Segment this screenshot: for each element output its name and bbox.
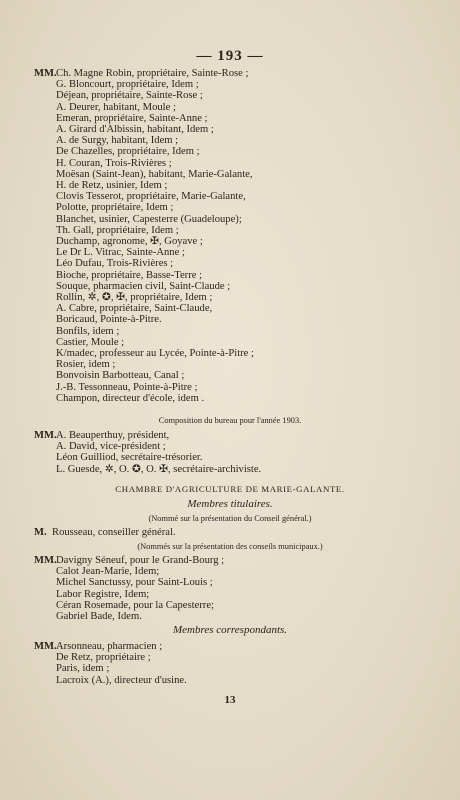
bureau-entries bbox=[56, 430, 444, 475]
nomme-general-note: (Nommé sur la présentation du Conseil général.) bbox=[148, 514, 312, 523]
member-entry: Gabriel Bade, Idem. bbox=[56, 611, 142, 623]
member-entry: A. David, vice-président ; bbox=[56, 441, 166, 453]
nommes-municipaux-note: (Nommés sur la présentation des conseils municipaux.) bbox=[137, 542, 323, 551]
member-entry: Arsonneau, pharmacien ; bbox=[56, 641, 163, 652]
general-council-member bbox=[34, 527, 444, 538]
member-entry: A. Cabre, propriétaire, Saint-Claude, bbox=[56, 303, 213, 315]
member-entry: Souque, pharmacien civil, Saint-Claude ; bbox=[56, 280, 231, 292]
member-entry: Champon, directeur d'école, idem . bbox=[56, 392, 205, 404]
honorific-prefix: MM. bbox=[34, 641, 57, 652]
member-entry: Moësan (Saint-Jean), habitant, Marie-Galante, bbox=[56, 168, 253, 180]
member-entry: L. Guesde, ✲, O. ✪, O. ✠, secrétaire-archiviste. bbox=[56, 463, 262, 475]
member-entry: Labor Registre, Idem; bbox=[56, 588, 150, 600]
member-entry: Lacroix (A.), directeur d'usine. bbox=[56, 674, 187, 686]
member-entry: Boricaud, Pointe-à-Pitre. bbox=[56, 314, 162, 326]
member-entry: Rosier, idem ; bbox=[56, 359, 116, 371]
honorific-prefix: MM. bbox=[34, 430, 57, 441]
honorific-prefix: MM. bbox=[34, 555, 57, 566]
member-entry: Céran Rosemade, pour la Capesterre; bbox=[56, 599, 214, 611]
member-entry: Déjean, propriétaire, Sainte-Rose ; bbox=[56, 90, 203, 102]
member-entry: Polotte, propriétaire, Idem ; bbox=[56, 202, 174, 214]
page-number: — 193 — bbox=[196, 48, 264, 64]
honorific-prefix: M. bbox=[34, 527, 47, 538]
member-entry: Clovis Tesserot, propriétaire, Marie-Galante, bbox=[56, 191, 246, 203]
member-entry: A. de Surgy, habitant, Idem ; bbox=[56, 135, 179, 147]
chamber-heading: CHAMBRE D'AGRICULTURE DE MARIE-GALANTE. bbox=[115, 484, 345, 494]
member-entry: Davigny Séneuf, pour le Grand-Bourg ; bbox=[56, 555, 225, 566]
member-entry: Calot Jean-Marie, Idem; bbox=[56, 566, 160, 578]
bureau-heading: Composition du bureau pour l'année 1903. bbox=[158, 416, 302, 425]
member-entry: Castier, Moule ; bbox=[56, 336, 125, 348]
titulaires-heading: Membres titulaires. bbox=[187, 498, 273, 510]
bureau-list bbox=[34, 430, 444, 475]
member-entry: Emeran, propriétaire, Sainte-Anne ; bbox=[56, 112, 208, 124]
correspondants-list bbox=[34, 641, 444, 686]
member-entry: Le Dr L. Vitrac, Sainte-Anne ; bbox=[56, 247, 185, 259]
member-entry: Bonvoisin Barbotteau, Canal ; bbox=[56, 370, 185, 382]
member-entry: Blanchet, usinier, Capesterre (Guadeloupe); bbox=[56, 213, 242, 225]
member-entry: Rollin, ✲, ✪, ✠, propriétaire, Idem ; bbox=[56, 292, 213, 304]
correspondant-entries bbox=[56, 641, 444, 686]
member-list-main bbox=[34, 68, 444, 404]
member-entry: Paris, idem ; bbox=[56, 663, 110, 675]
member-entry: A. Girard d'Albissin, habitant, Idem ; bbox=[56, 124, 214, 136]
member-entry: Duchamp, agronome, ✠, Goyave ; bbox=[56, 236, 203, 248]
member-entry: Ch. Magne Robin, propriétaire, Sainte-Rose ; bbox=[56, 68, 249, 79]
member-entry: A. Beauperthuy, président, bbox=[56, 430, 170, 441]
member-entry: Bioche, propriétaire, Basse-Terre ; bbox=[56, 269, 203, 281]
signature-mark: 13 bbox=[224, 694, 236, 706]
member-entry: A. Deurer, habitant, Moule ; bbox=[56, 101, 176, 113]
municipal-members-list bbox=[34, 555, 444, 622]
correspondants-heading: Membres correspondants. bbox=[172, 624, 288, 636]
member-entry: De Chazelles, propriétaire, Idem ; bbox=[56, 146, 200, 158]
member-entry: G. Bloncourt, propriétaire, Idem ; bbox=[56, 79, 199, 91]
member-entry: Rousseau, conseiller général. bbox=[52, 527, 176, 538]
member-entry: Michel Sanctussy, pour Saint-Louis ; bbox=[56, 577, 213, 589]
member-entry: H. Couran, Trois-Rivières ; bbox=[56, 157, 172, 169]
member-entry: H. de Retz, usinier, Idem ; bbox=[56, 180, 168, 192]
member-entry: J.-B. Tessonneau, Pointe-à-Pitre ; bbox=[56, 381, 198, 393]
municipal-entries bbox=[56, 555, 444, 622]
member-entry: Léon Guilliod, secrétaire-trésorier. bbox=[56, 452, 203, 464]
member-entry: K/madec, professeur au Lycée, Pointe-à-Pitre ; bbox=[56, 348, 254, 360]
member-entry: De Retz, propriétaire ; bbox=[56, 652, 151, 664]
member-entry: Bonfils, idem ; bbox=[56, 325, 120, 337]
member-entry: Th. Gall, propriétaire, Idem ; bbox=[56, 224, 179, 236]
honorific-prefix: MM. bbox=[34, 68, 57, 79]
member-entries bbox=[56, 68, 444, 404]
member-entry: Léo Dufau, Trois-Rivières ; bbox=[56, 258, 174, 270]
